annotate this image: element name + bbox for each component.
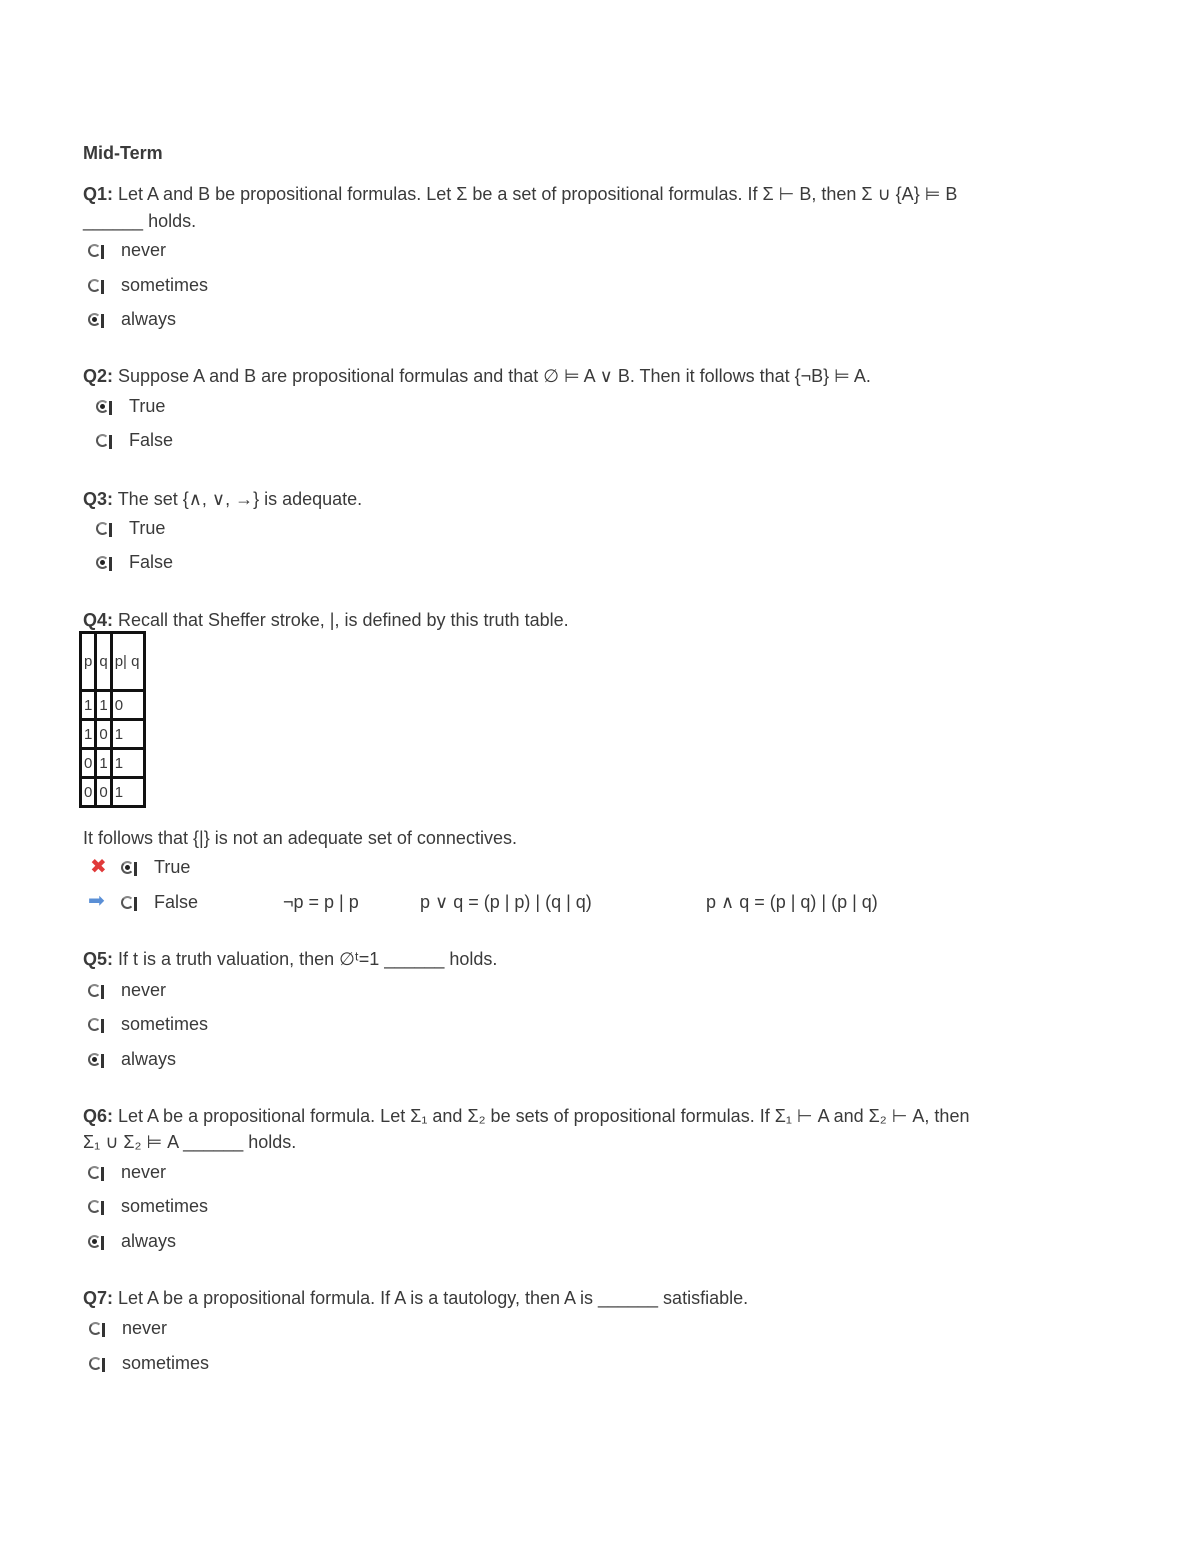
table-header: p — [81, 633, 96, 691]
q5-option-never[interactable]: never — [88, 980, 166, 1001]
q1-option-always[interactable]: always — [88, 309, 176, 330]
formula-and: p ∧ q = (p | q) | (p | q) — [706, 892, 878, 912]
q3-option-false[interactable]: False — [96, 552, 173, 573]
radio-icon[interactable] — [88, 1018, 101, 1031]
q7-option-never[interactable]: never — [89, 1318, 167, 1339]
table-header-row — [81, 633, 145, 691]
table-row — [81, 778, 145, 807]
table-cell: 1 — [81, 691, 96, 720]
radio-icon[interactable] — [96, 434, 109, 447]
question-4-text: Q4: Recall that Sheffer stroke, |, is defined by this truth table. — [83, 610, 569, 630]
incorrect-x-icon: ✖ — [90, 856, 107, 878]
table-cell: 1 — [81, 720, 96, 749]
table-row — [81, 720, 145, 749]
table-cell: 1 — [96, 749, 111, 778]
question-5-text: Q5: If t is a truth valuation, then ∅ᵗ=1 ______ holds. — [83, 949, 498, 969]
radio-icon[interactable] — [96, 522, 109, 535]
question-2-text: Q2: Suppose A and B are propositional formulas and that ∅ ⊨ A ∨ B. Then it follows that {¬B} ⊨ A. — [83, 366, 871, 386]
q1-option-sometimes[interactable]: sometimes — [88, 275, 208, 296]
radio-selected-icon[interactable] — [96, 400, 109, 413]
q6-option-sometimes[interactable]: sometimes — [88, 1196, 208, 1217]
table-cell: 1 — [111, 778, 144, 807]
radio-icon[interactable] — [121, 896, 134, 909]
radio-selected-icon[interactable] — [96, 556, 109, 569]
table-cell: 1 — [96, 691, 111, 720]
question-6-text: Q6: Let A be a propositional formula. Let Σ₁ and Σ₂ be sets of propositional formulas. If Σ₁ ⊢ A and Σ₂ ⊢ A, then — [83, 1106, 970, 1126]
radio-icon[interactable] — [88, 244, 101, 257]
page-title: Mid-Term — [83, 143, 163, 163]
radio-selected-icon[interactable] — [88, 1053, 101, 1066]
radio-icon[interactable] — [89, 1322, 102, 1335]
radio-selected-icon[interactable] — [88, 313, 101, 326]
q5-option-sometimes[interactable]: sometimes — [88, 1014, 208, 1035]
radio-icon[interactable] — [88, 1200, 101, 1213]
q4-option-false[interactable]: False — [121, 892, 198, 913]
table-row — [81, 749, 145, 778]
radio-selected-icon[interactable] — [88, 1235, 101, 1248]
table-row — [81, 691, 145, 720]
q3-option-true[interactable]: True — [96, 518, 165, 539]
q7-option-sometimes[interactable]: sometimes — [89, 1353, 209, 1374]
table-header: q — [96, 633, 111, 691]
radio-icon[interactable] — [88, 1166, 101, 1179]
q5-option-always[interactable]: always — [88, 1049, 176, 1070]
radio-icon[interactable] — [88, 984, 101, 997]
q4-option-true[interactable]: True — [121, 857, 190, 878]
table-cell: 0 — [96, 778, 111, 807]
formula-or: p ∨ q = (p | p) | (q | q) — [420, 892, 592, 912]
question-6-text-cont: Σ₁ ∪ Σ₂ ⊨ A ______ holds. — [83, 1132, 297, 1152]
table-cell: 0 — [111, 691, 144, 720]
correct-answer-arrow-icon: ➡ — [88, 890, 105, 912]
question-3-text: Q3: The set {∧, ∨, →} is adequate. — [83, 489, 363, 509]
radio-icon[interactable] — [89, 1357, 102, 1370]
question-4-follow-text: It follows that {|} is not an adequate set of connectives. — [83, 828, 517, 848]
question-7-text: Q7: Let A be a propositional formula. If A is a tautology, then A is ______ satisfiable. — [83, 1288, 749, 1308]
question-1-text: Q1: Let A and B be propositional formulas. Let Σ be a set of propositional formulas. If Σ ⊢ B, then Σ ∪ {A} ⊨ B — [83, 184, 958, 204]
table-cell: 0 — [81, 778, 96, 807]
table-header: p| q — [111, 633, 144, 691]
q2-option-true[interactable]: True — [96, 396, 165, 417]
table-cell: 1 — [111, 720, 144, 749]
question-1-text-cont: ______ holds. — [83, 211, 197, 231]
table-cell: 0 — [81, 749, 96, 778]
truth-table — [79, 631, 146, 808]
table-cell: 0 — [96, 720, 111, 749]
q1-option-never[interactable]: never — [88, 240, 166, 261]
table-cell: 1 — [111, 749, 144, 778]
q6-option-never[interactable]: never — [88, 1162, 166, 1183]
formula-not: ¬p = p | p — [283, 892, 359, 912]
radio-selected-icon[interactable] — [121, 861, 134, 874]
radio-icon[interactable] — [88, 279, 101, 292]
q2-option-false[interactable]: False — [96, 430, 173, 451]
q6-option-always[interactable]: always — [88, 1231, 176, 1252]
